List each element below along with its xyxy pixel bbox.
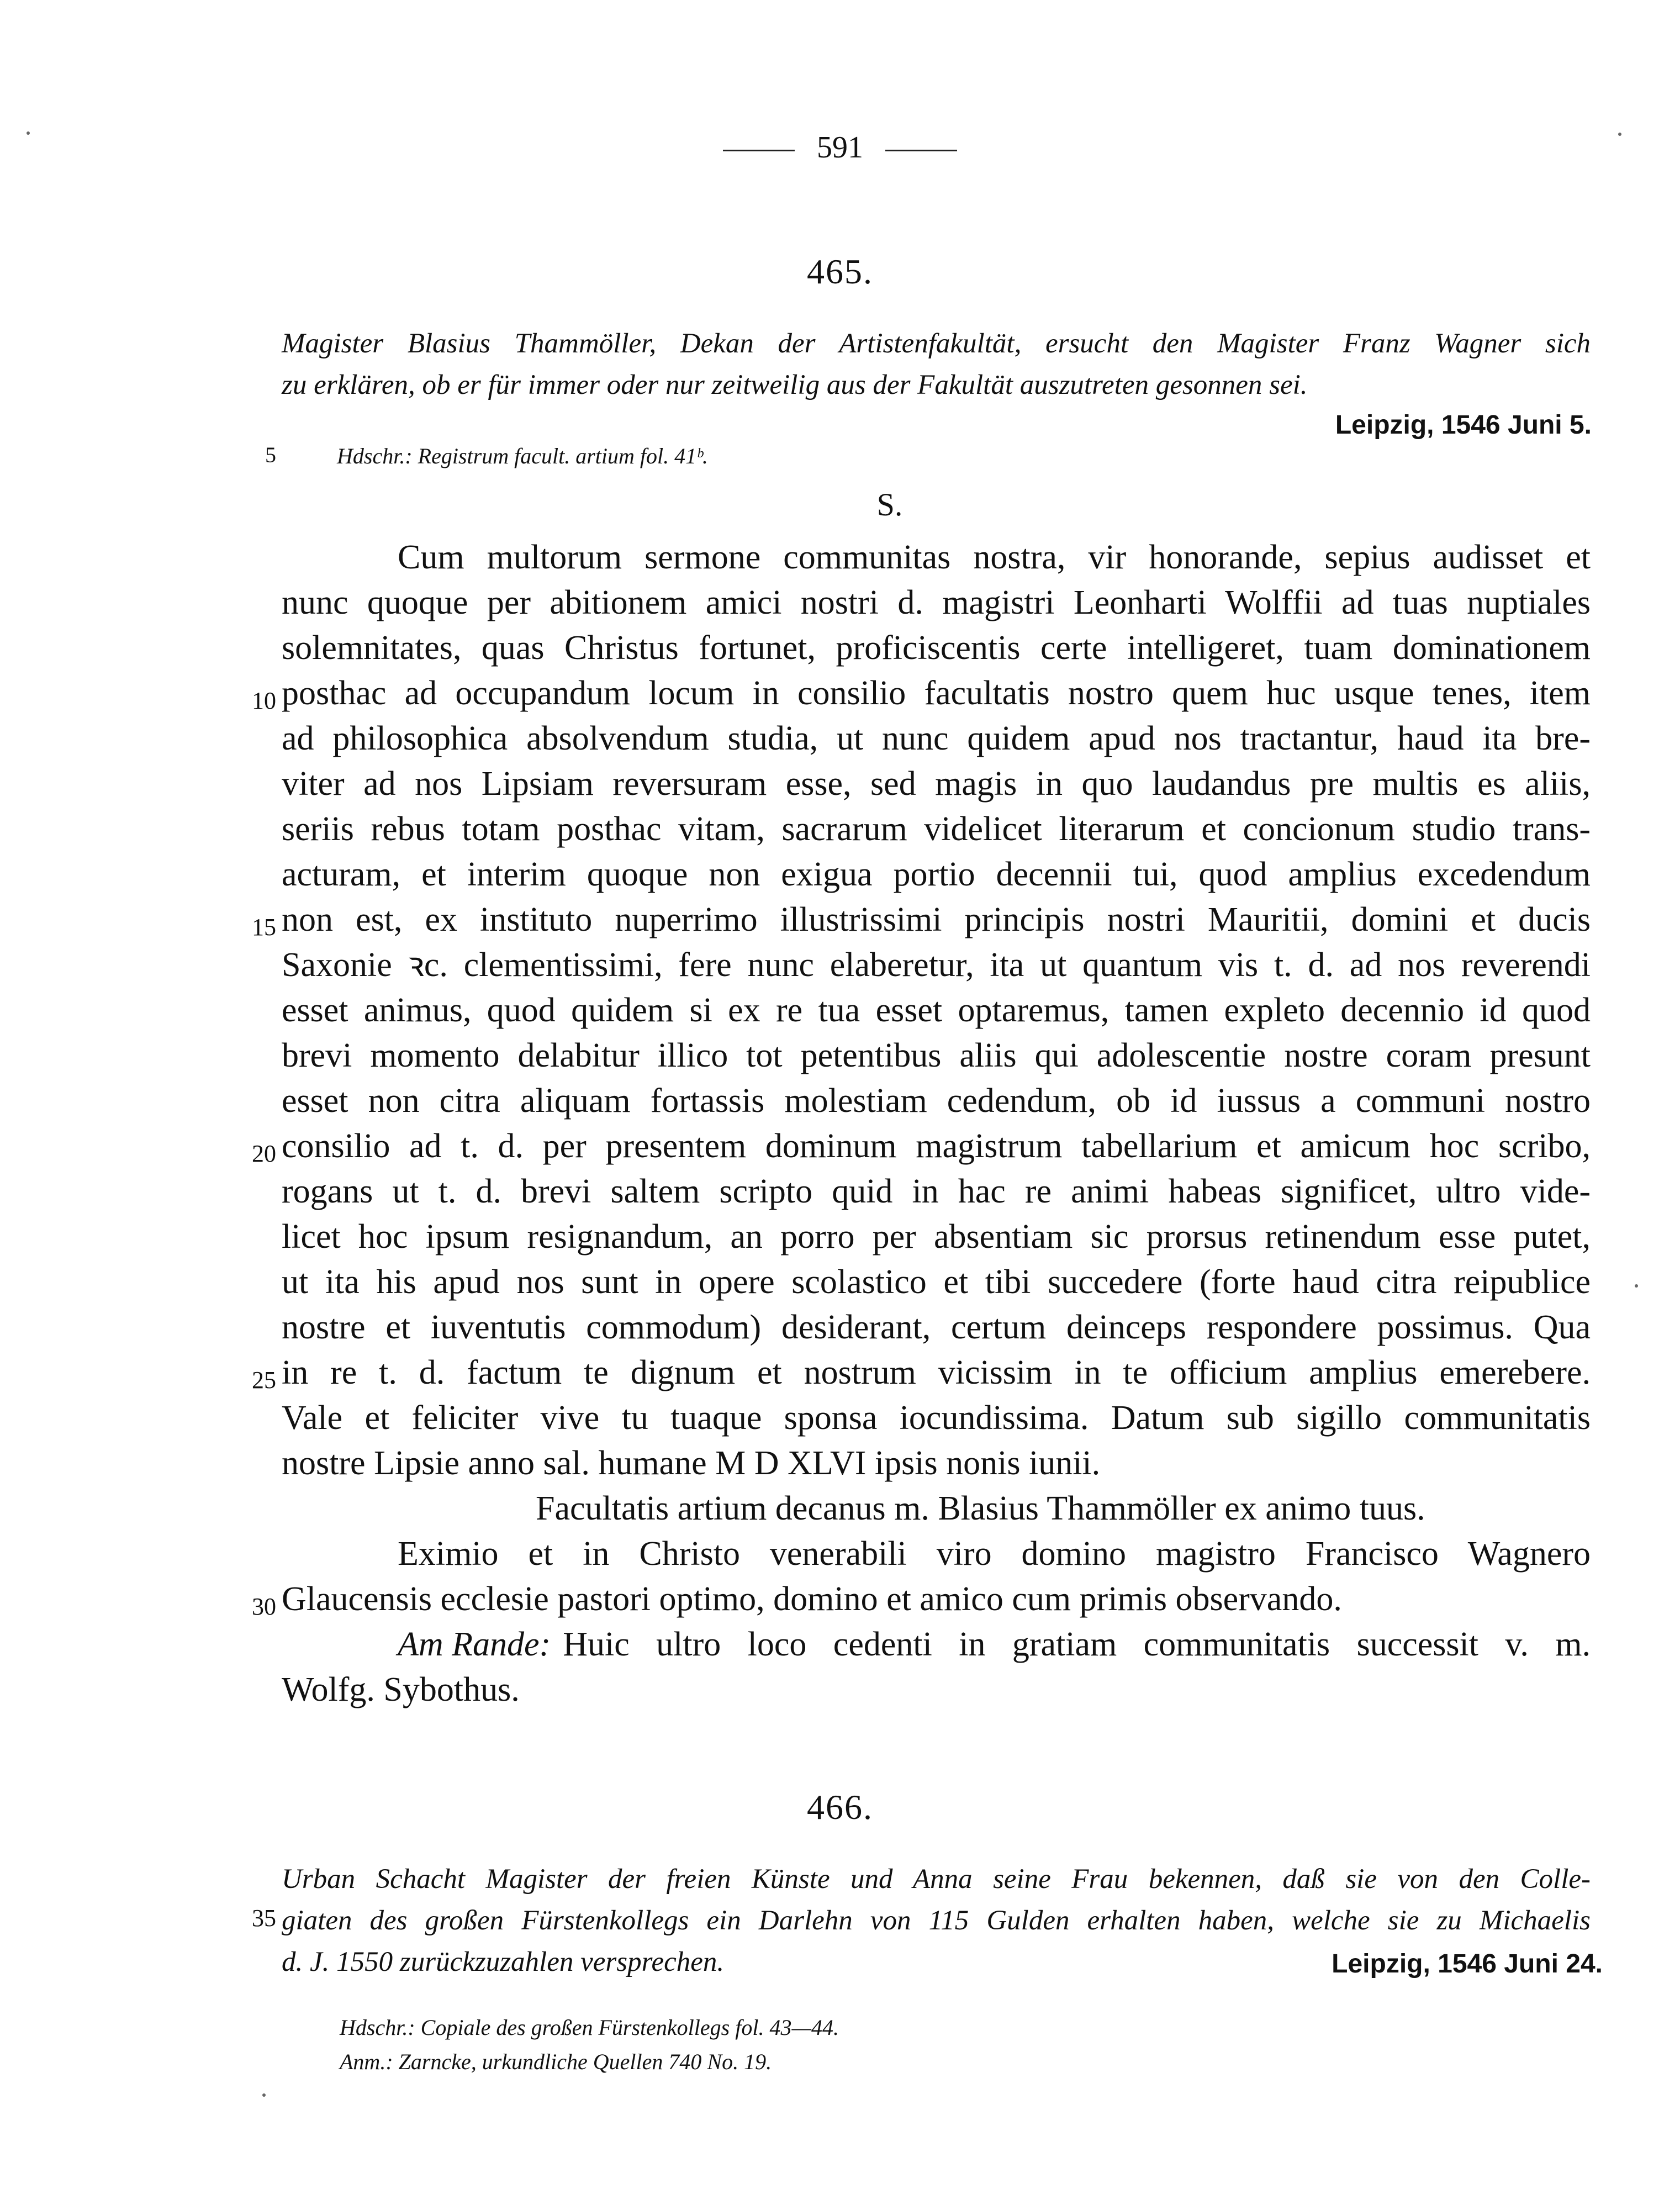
margin-note-line: [282, 1667, 1591, 1712]
text-line-content: esset animus, quod quidem si ex re tua esset optaremus, tamen expleto decennio id quod: [282, 991, 1591, 1029]
text-line: [282, 1214, 1591, 1259]
text-line-content: nostre Lipsie anno sal. humane M D XLVI ipsis nonis iunii.: [282, 1444, 1101, 1482]
text-line: [282, 897, 1591, 942]
text-line-content: ut ita his apud nos sunt in opere scolastico et tibi succedere (forte haud citra reipublice: [282, 1263, 1591, 1301]
text-line-content: rogans ut t. d. brevi saltem scripto quid in hac re animi habeas significet, ultro vide-: [282, 1173, 1591, 1210]
regest-line: Urban Schacht Magister der freien Künste und Anna seine Frau bekennen, daß sie von den Colle-: [282, 1864, 1591, 1895]
text-line-content: licet hoc ipsum resignandum, an porro per absentiam sic prorsus retinendum esse putet,: [282, 1218, 1591, 1256]
margin-note-content: Wolfg. Sybothus.: [282, 1671, 520, 1708]
text-line-content: non est, ex instituto nuperrimo illustrissimi principis nostri Mauritii, domini et ducis: [282, 901, 1591, 938]
text-line: [282, 1259, 1591, 1305]
text-line-content: esset non citra aliquam fortassis molestiam cedendum, ob id iussus a communi nostro: [282, 1082, 1591, 1120]
text-line-content: Vale et feliciter vive tu tuaque sponsa iocundissima. Datum sub sigillo communitatis: [282, 1399, 1591, 1437]
signature-line: [282, 1486, 1591, 1531]
text-line: [282, 580, 1591, 625]
text-line-content: ad philosophica absolvendum studia, ut nunc quidem apud nos tractantur, haud ita bre-: [282, 720, 1591, 757]
line-number: 10: [252, 687, 276, 714]
text-line: [282, 806, 1591, 852]
margin-note-wrap: [398, 1622, 1591, 1667]
text-line: [282, 1078, 1591, 1123]
regest-line: Magister Blasius Thammöller, Dekan der Artistenfakultät, ersucht den Magister Franz Wagner sich: [282, 328, 1591, 359]
text-line-content: acturam, et interim quoque non exigua portio decennii tui, quod amplius excedendum: [282, 856, 1591, 893]
text-line: [282, 988, 1591, 1033]
text-line: [282, 1033, 1591, 1078]
salutation: S.: [876, 487, 903, 523]
line-number: 30: [252, 1593, 276, 1620]
scan-speck: [262, 2093, 266, 2097]
address-line: [282, 1576, 1591, 1622]
text-line: [282, 1123, 1591, 1169]
text-line-content: Cum multorum sermone communitas nostra, vir honorande, sepius audisset et: [398, 539, 1591, 576]
line-number: 35: [252, 1905, 276, 1932]
text-line: [282, 942, 1591, 988]
document-number-466: 466.: [807, 1787, 873, 1827]
text-line-content: solemnitates, quas Christus fortunet, proficiscentis certe intelligeret, tuam dominationem: [282, 629, 1591, 667]
header-rule-right: [885, 150, 957, 151]
manuscript-source: Hdschr.: Copiale des großen Fürstenkollegs fol. 43—44.: [340, 2015, 839, 2040]
line-number: 5: [265, 442, 276, 467]
text-line: [282, 716, 1591, 761]
page-number: 591: [817, 130, 863, 165]
regest-line: d. J. 1550 zurückzuzahlen versprechen.: [282, 1947, 725, 1977]
text-line: [282, 852, 1591, 897]
margin-note-content: Huic ultro loco cedenti in gratiam communitatis successit v. m.: [563, 1626, 1591, 1663]
annotation-source: Anm.: Zarncke, urkundliche Quellen 740 No. 19.: [340, 2049, 772, 2074]
signature: Facultatis artium decanus m. Blasius Thammöller ex animo tuus.: [536, 1490, 1425, 1527]
margin-note-label: Am Rande:: [398, 1626, 551, 1663]
letter-text: [282, 535, 1591, 1712]
line-number: 15: [252, 914, 276, 941]
text-line-content: nostre et iuventutis commodum) desiderant, certum deinceps respondere possimus. Qua: [282, 1309, 1591, 1346]
text-line-content: nunc quoque per abitionem amici nostri d. magistri Leonharti Wolffii ad tuas nuptiales: [282, 584, 1591, 621]
address-line-content: Glaucensis ecclesie pastori optimo, domino et amico cum primis observando.: [282, 1580, 1342, 1618]
document-date-466: Leipzig, 1546 Juni 24.: [1332, 1949, 1603, 1979]
address-line-content: Eximio et in Christo venerabili viro domino magistro Francisco Wagnero: [398, 1535, 1591, 1573]
text-line: [282, 671, 1591, 716]
line-number: 20: [252, 1140, 276, 1167]
text-line: [282, 1169, 1591, 1214]
text-line-content: consilio ad t. d. per presentem dominum magistrum tabellarium et amicum hoc scribo,: [282, 1127, 1591, 1165]
text-line-content: in re t. d. factum te dignum et nostrum vicissim in te officium amplius emerebere.: [282, 1354, 1591, 1391]
text-line: [282, 1350, 1591, 1395]
regest-465: [282, 323, 1591, 406]
address-line: [282, 1531, 1591, 1576]
text-line: [282, 1305, 1591, 1350]
text-line-content: brevi momento delabitur illico tot petentibus aliis qui adolescentie nostre coram presunt: [282, 1037, 1591, 1074]
text-line: [282, 625, 1591, 671]
text-line: [282, 535, 1591, 580]
scan-speck: [1618, 133, 1621, 136]
text-line: [282, 761, 1591, 806]
line-number: 25: [252, 1367, 276, 1394]
regest-line: giaten des großen Fürstenkollegs ein Darlehn von 115 Gulden erhalten haben, welche sie zu Michaelis: [282, 1905, 1591, 1936]
text-line-content: posthac ad occupandum locum in consilio facultatis nostro quem huc usque tenes, item: [282, 674, 1591, 712]
manuscript-source-465: Hdschr.: Registrum facult. artium fol. 41ᵇ.: [337, 444, 708, 468]
document-number-465: 465.: [807, 252, 873, 291]
header-rule-left: [723, 150, 795, 151]
regest-line: zu erklären, ob er für immer oder nur zeitweilig aus der Fakultät auszutreten gesonnen sei.: [282, 370, 1308, 400]
page-header: [0, 130, 1680, 165]
document-date-465: Leipzig, 1546 Juni 5.: [1335, 410, 1592, 440]
scan-speck: [1635, 1284, 1638, 1288]
text-line-content: viter ad nos Lipsiam reversuram esse, sed magis in quo laudandus pre multis es aliis,: [282, 765, 1591, 803]
scan-speck: [27, 131, 30, 135]
text-line-content: Saxonie ꝛc. clementissimi, fere nunc elaberetur, ita ut quantum vis t. d. ad nos reverendi: [282, 946, 1591, 984]
text-line: [282, 1395, 1591, 1441]
margin-note-line: [282, 1622, 1591, 1667]
sources-466: [340, 2011, 839, 2079]
text-line-content: seriis rebus totam posthac vitam, sacrarum videlicet literarum et concionum studio trans-: [282, 810, 1591, 848]
text-line: [282, 1441, 1591, 1486]
